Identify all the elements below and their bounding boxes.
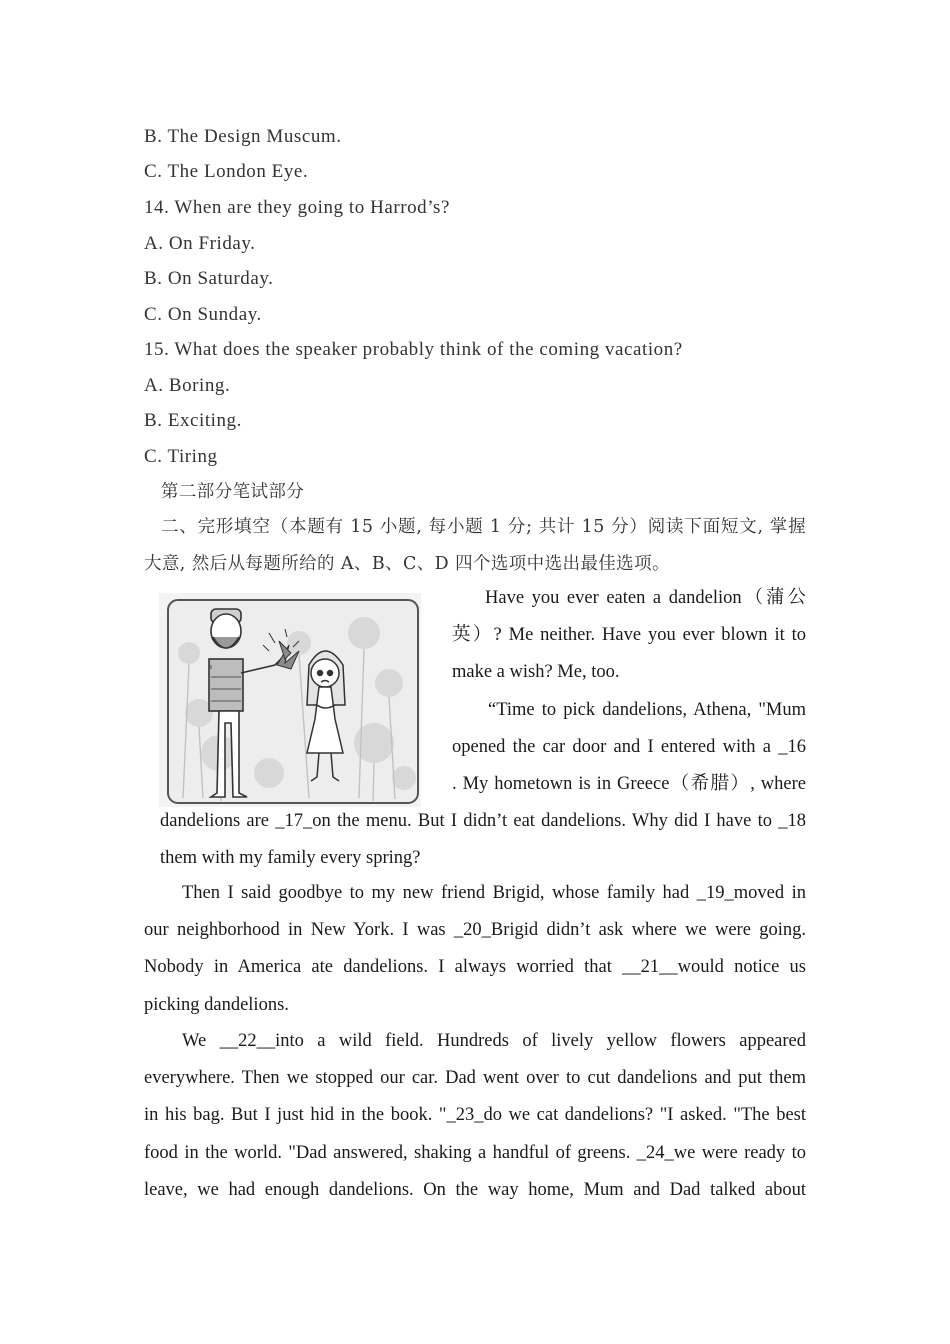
illustration-image: [159, 593, 421, 807]
option-15-c: C. Tiring: [144, 446, 218, 467]
passage-line: “Time to pick dandelions, Athena, "Mum: [488, 699, 806, 720]
passage-line: everywhere. Then we stopped our car. Dad went over to cut dandelions and put them: [144, 1068, 806, 1089]
passage-paragraph-3: [144, 1023, 806, 1209]
passage-line: Nobody in America ate dandelions. I always worried that __21__would notice us: [144, 957, 806, 978]
passage-line: food in the world. "Dad answered, shaking a handful of greens. _24_we were ready to: [144, 1142, 806, 1163]
passage-line: our neighborhood in New York. I was _20_Brigid didn’t ask where we were going.: [144, 920, 806, 941]
passage-line: dandelions are _17_on the menu. But I didn’t eat dandelions. Why did I have to _18: [160, 811, 806, 831]
passage-line: opened the car door and I entered with a _16: [452, 736, 806, 757]
option-14-b: B. On Saturday.: [144, 268, 274, 289]
question-14: 14. When are they going to Harrod’s?: [144, 197, 450, 218]
passage-line: in his bag. But I just hid in the book. "_23_do we cat dandelions? "I asked. "The best: [144, 1105, 806, 1126]
illustration-dandelion-father-daughter: [159, 593, 421, 807]
option-13-c: C. The London Eye.: [144, 161, 309, 182]
option-14-a: A. On Friday.: [144, 233, 256, 254]
passage-line: leave, we had enough dandelions. On the way home, Mum and Dad talked about: [144, 1179, 806, 1200]
cloze-instruction-line2: 大意, 然后从每题所给的 A、B、C、D 四个选项中选出最佳选项。: [144, 554, 670, 574]
passage-line: them with my family every spring?: [160, 848, 421, 869]
option-15-a: A. Boring.: [144, 375, 231, 396]
passage-line: picking dandelions.: [144, 994, 289, 1015]
option-14-c: C. On Sunday.: [144, 304, 262, 325]
passage-line: 英）? Me neither. Have you ever blown it to: [452, 625, 806, 646]
passage-paragraph-2: [144, 875, 806, 1024]
section-title: 第二部分笔试部分: [161, 482, 305, 502]
option-15-b: B. Exciting.: [144, 410, 242, 431]
passage-right-column: [452, 580, 806, 803]
passage-line: Then I said goodbye to my new friend Brigid, whose family had _19_moved in: [182, 883, 806, 903]
passage-line: . My hometown is in Greece（希腊）, where: [452, 774, 806, 795]
option-13-b: B. The Design Muscum.: [144, 126, 342, 147]
cloze-instruction-line1: 二、完形填空（本题有 15 小题, 每小题 1 分; 共计 15 分）阅读下面短文, 掌握: [161, 517, 806, 537]
passage-line: Have you ever eaten a dandelion（蒲公: [485, 588, 806, 608]
passage-line: make a wish? Me, too.: [452, 662, 620, 683]
passage-wide-lines: [160, 803, 806, 877]
question-15: 15. What does the speaker probably think of the coming vacation?: [144, 339, 683, 360]
passage-line: We __22__into a wild field. Hundreds of lively yellow flowers appeared: [182, 1031, 806, 1051]
